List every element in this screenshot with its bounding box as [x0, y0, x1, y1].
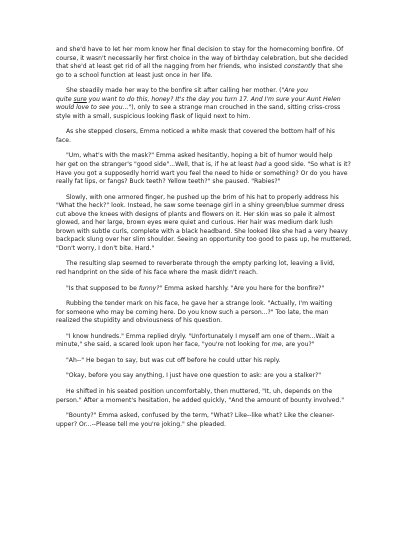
paragraph-p6: [56, 260, 366, 277]
emphasized-text: funny?: [138, 284, 160, 292]
text-line: person." After a moment's hesitation, he added quickly, "And the amount of bounty involved.": [56, 396, 345, 404]
text-line: She steadily made her way to the bonfire sit after calling her mother. ("Are you: [66, 87, 308, 95]
text-line: really fat lips, or fangs? Buck teeth? Yellow teeth?" she paused. "Rabies?": [56, 178, 281, 186]
paragraph-p8: [56, 300, 366, 326]
paragraph-p7: [56, 285, 366, 294]
text-line: The resulting slap seemed to reverberate through the empty parking lot, leaving a livid,: [66, 260, 335, 268]
text-line: and she'd have to let her mom know her final decision to stay for the homecoming bonfire. Of: [56, 46, 344, 53]
paragraph-p12: [56, 388, 366, 405]
text-line: go to a school function at least just once in her life.: [56, 71, 213, 79]
text-line: He shifted in his seated position uncomfortably, then muttered, "It, uh, depends on the: [66, 387, 333, 395]
emphasized-text: "Are you: [281, 87, 308, 95]
text-line: for someone who may be coming here. Do you know such a person...?" Too late, the man: [56, 308, 329, 316]
text-line: brown with subtle curls, complete with a black headband. She looked like she had a very heavy: [56, 227, 348, 235]
text-line: As she stepped closers, Emma noticed a white mask that covered the bottom half of his: [66, 128, 335, 136]
paragraph-p9: [56, 333, 366, 350]
text-line: would love to see you..."), only to see a strange man crouched in the sand, sitting criss-cross: [56, 104, 341, 112]
text-line: "Is that supposed to be funny?" Emma asked harshly. "Are you here for the bonfire?": [66, 284, 325, 292]
paragraph-p1: [56, 46, 366, 80]
paragraph-p13: [56, 412, 366, 429]
text-line: "Um, what's with the mask?" Emma asked hesitantly, hoping a bit of humor would help: [66, 152, 333, 160]
text-line: red handprint on the side of his face where the mask didn't reach.: [56, 269, 258, 277]
emphasized-text: constantly: [283, 63, 316, 71]
text-line: Rubbing the tender mark on his face, he gave her a strange look. "Actually, I'm waiting: [66, 300, 333, 308]
text-line: face.: [56, 136, 71, 144]
text-line: "Ah--" He began to say, but was cut off before he could utter his reply.: [66, 356, 281, 364]
text-line: "Bounty?" Emma asked, confused by the term, "What? Like--like what? Like the cleaner-: [66, 412, 335, 420]
text-line: [56, 96, 366, 105]
text-line: realized the stupidity and obviousness of his question.: [56, 317, 223, 325]
paragraph-p5: [56, 194, 366, 254]
text-line: cut above the knees with designs of plants and flowers on it. Her skin was so pale it almost: [56, 210, 335, 218]
paragraph-p10: [56, 357, 366, 366]
story-text-body: [56, 46, 366, 429]
text-line: minute," she said, a scared look upon her face, "you're not looking for me, are you?": [56, 341, 315, 349]
paragraph-p2: [56, 87, 366, 121]
emphasized-text: me: [271, 341, 282, 349]
text-line: her get on the stranger's "good side"...Well, that is, if he at least had a good side. "So what is it?: [56, 161, 351, 169]
text-line: Have you got a supposedly horrid wart you feel the need to hide or something? Or do you have: [56, 169, 348, 177]
text-line: glowed, and her large, brown eyes were quiet and curious. Her hair was medium dark lush: [56, 219, 333, 227]
text-line: upper? Or...--Please tell me you're joking." she pleaded.: [56, 420, 226, 428]
text-line: that she'd at least get rid of all the nagging from her friends, who insisted constantly that she: [56, 63, 343, 71]
text-line: backpack slung over her slim shoulder. Seeing an opportunity too good to pass up, he muttered,: [56, 236, 352, 244]
text-line: "Okay, before you say anything, I just have one question to ask: are you a stalker?": [66, 372, 322, 380]
text-line: "Don't worry, I don't bite. Hard.": [56, 244, 155, 252]
paragraph-p4: [56, 152, 366, 186]
emphasized-text: quite sure you want to do this, honey? It's the day you turn 17. And I'm sure your Aunt Helen: [56, 95, 341, 103]
text-line: style with a small, suspicious looking flask of liquid next to him.: [56, 112, 251, 120]
paragraph-p11: [56, 372, 366, 381]
text-line: "What the heck?" look. Instead, he saw some teenage girl in a shiny green/blue summer dress: [56, 202, 345, 210]
emphasized-text: would love to see you...": [56, 104, 132, 112]
text-line: Slowly, with one armored finger, he pushed up the brim of his hat to properly address his: [66, 193, 339, 201]
paragraph-p3: [56, 128, 366, 145]
text-line: "I know hundreds." Emma replied dryly. "Unfortunately I myself am one of them...Wait a: [66, 332, 335, 340]
text-line: course, it wasn't necessarily her first choice in the way of birthday celebration, but she decided: [56, 54, 348, 62]
underlined-text: sure: [73, 95, 87, 103]
emphasized-text: had: [254, 161, 267, 169]
